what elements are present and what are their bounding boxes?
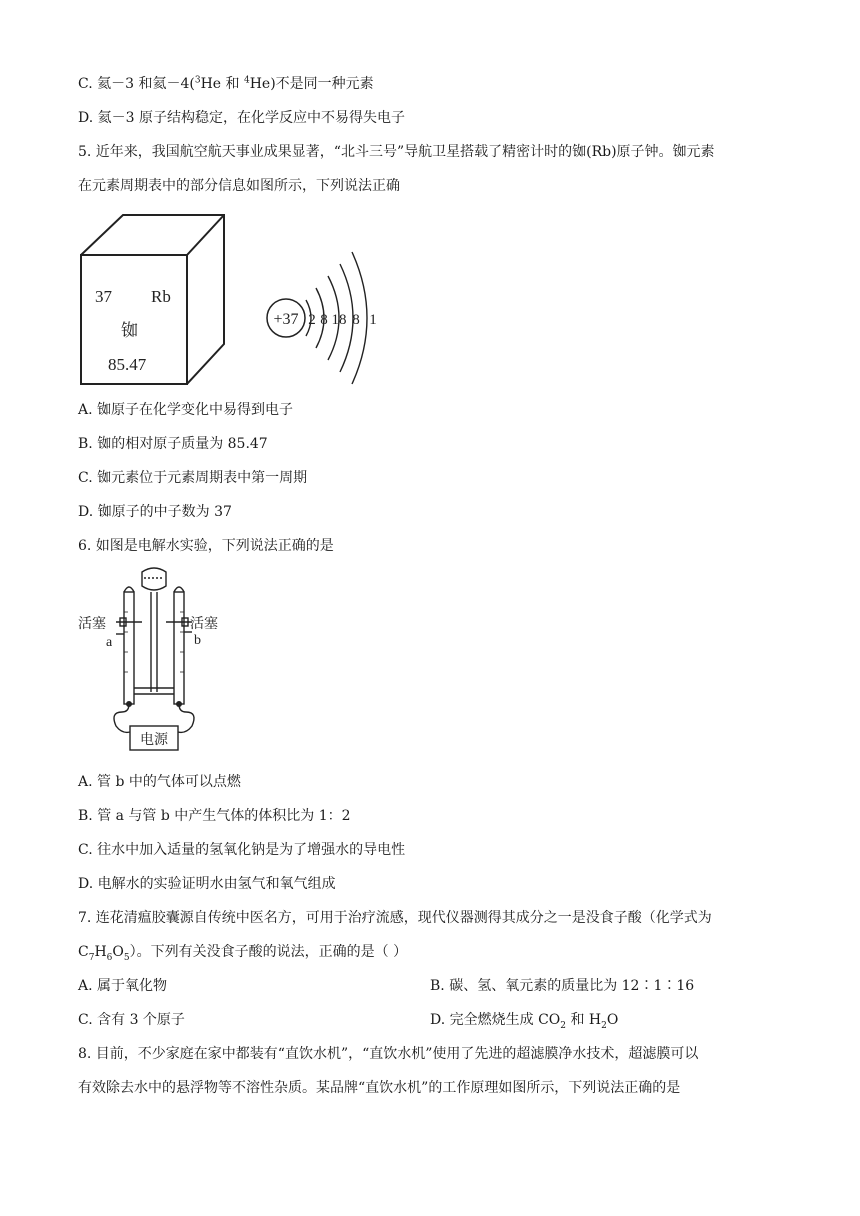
nucleus-charge: +37 bbox=[273, 311, 299, 328]
power-supply-label: 电源 bbox=[140, 733, 168, 748]
rb-atomic-structure bbox=[262, 248, 386, 388]
q5-option-b: B. 铷的相对原子质量为 85.47 bbox=[78, 436, 268, 452]
q5-stem-line2: 在元素周期表中的部分信息如图所示，下列说法正确 bbox=[78, 178, 400, 194]
rb-atomic-number: 37 bbox=[95, 287, 112, 306]
q6-option-d: D. 电解水的实验证明水由氢气和氧气组成 bbox=[78, 876, 336, 892]
shell-electrons-4: 8 bbox=[352, 312, 360, 328]
rb-element-cube bbox=[78, 212, 228, 388]
tube-b bbox=[174, 592, 184, 704]
rb-atomic-mass: 85.47 bbox=[108, 355, 147, 374]
q5-option-d: D. 铷原子的中子数为 37 bbox=[78, 504, 232, 520]
q7-stem-line2: $C_7H_6O_5$）。下列有关没食子酸的说法，正确的是（ ） bbox=[78, 944, 408, 963]
electrolysis-apparatus bbox=[76, 562, 226, 762]
shell-electrons-1: 2 bbox=[308, 312, 316, 328]
q7-option-d: D. 完全燃烧生成 $CO_2$ 和 $H_2O$ bbox=[430, 1012, 619, 1031]
tube-a bbox=[124, 592, 134, 704]
q7-stem-line1: 7. 连花清瘟胶囊源自传统中医名方，可用于治疗流感，现代仪器测得其成分之一是没食子酸（化学式为 bbox=[78, 910, 712, 926]
q8-stem-line2: 有效除去水中的悬浮物等不溶性杂质。某品牌“直饮水机”的工作原理如图所示，下列说法正确的是 bbox=[78, 1080, 681, 1096]
water-reservoir bbox=[142, 568, 166, 590]
q5-option-a: A. 铷原子在化学变化中易得到电子 bbox=[78, 402, 294, 418]
shell-electrons-2: 8 bbox=[320, 312, 328, 328]
rb-symbol: Rb bbox=[151, 287, 171, 306]
tube-a-label: a bbox=[106, 635, 113, 650]
q7-option-a: A. 属于氧化物 bbox=[78, 978, 168, 994]
shell-electrons-5: 1 bbox=[369, 312, 377, 328]
rb-name: 铷 bbox=[121, 321, 138, 340]
q8-stem-line1: 8. 目前，不少家庭在家中都装有“直饮水机”，“直饮水机”使用了先进的超滤膜净水技术，超滤膜可以 bbox=[78, 1046, 699, 1062]
q6-option-c: C. 往水中加入适量的氢氧化钠是为了增强水的导电性 bbox=[78, 842, 406, 858]
shell-electrons-3: 18 bbox=[331, 312, 347, 328]
q4-option-d: D. 氦－3 原子结构稳定，在化学反应中不易得失电子 bbox=[78, 110, 405, 126]
right-valve-label: 活塞 bbox=[190, 617, 218, 632]
q6-option-b: B. 管 a 与管 b 中产生气体的体积比为 1：2 bbox=[78, 808, 351, 824]
tube-b-label: b bbox=[194, 633, 201, 648]
q5-stem-line1: 5. 近年来，我国航空航天事业成果显著，“北斗三号”导航卫星搭载了精密计时的铷(Rb)原子钟。铷元素 bbox=[78, 144, 715, 160]
q6-option-a: A. 管 b 中的气体可以点燃 bbox=[78, 774, 241, 790]
q6-stem: 6. 如图是电解水实验，下列说法正确的是 bbox=[78, 538, 334, 554]
q5-option-c: C. 铷元素位于元素周期表中第一周期 bbox=[78, 470, 308, 486]
left-valve-label: 活塞 bbox=[78, 617, 106, 632]
q7-option-b: B. 碳、氢、氧元素的质量比为 12∶1∶16 bbox=[430, 978, 695, 994]
q4-option-c: C. 氦－3 和氦－4($^3$He 和 $^4$He)不是同一种元素 bbox=[78, 75, 374, 92]
q7-option-c: C. 含有 3 个原子 bbox=[78, 1012, 185, 1028]
